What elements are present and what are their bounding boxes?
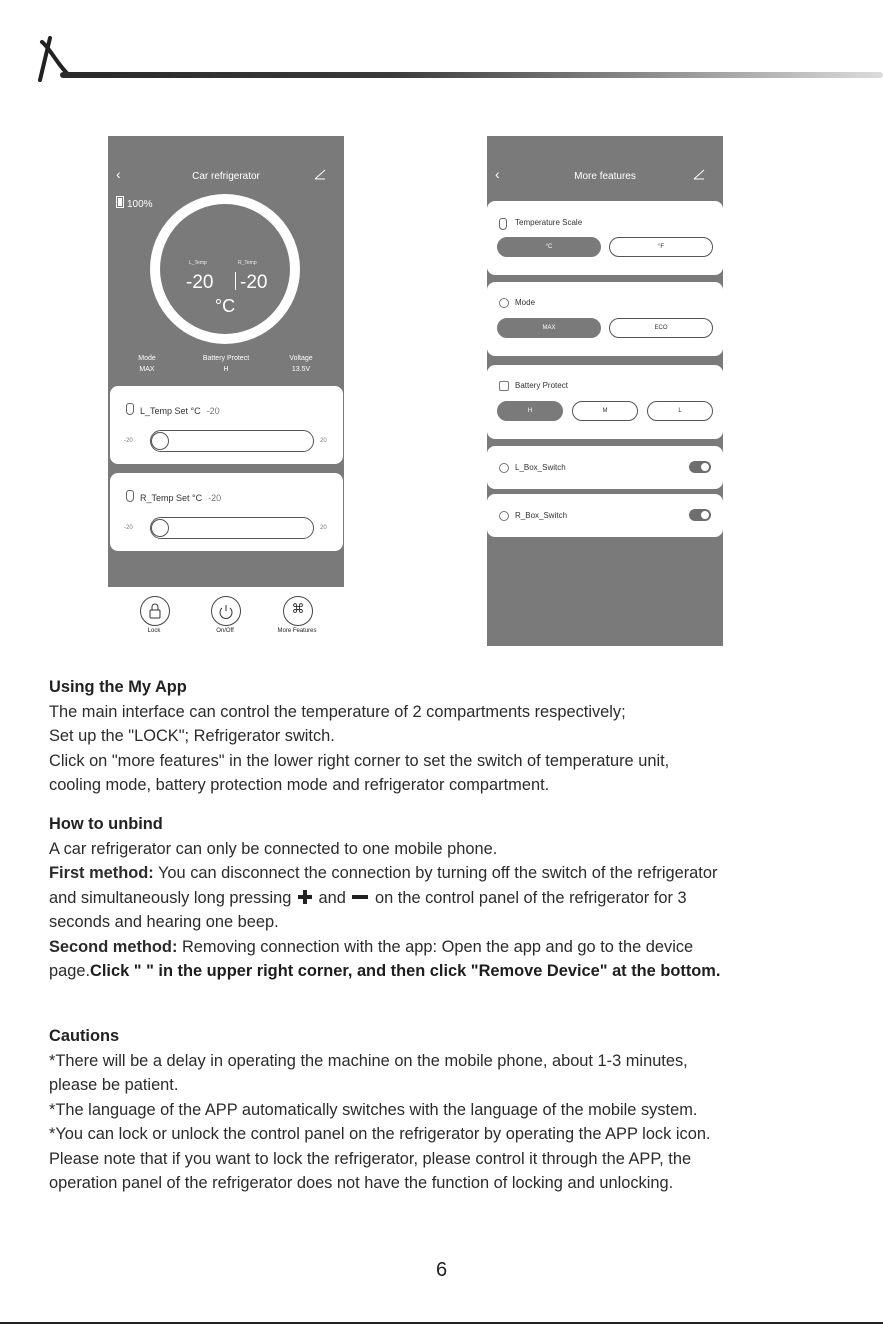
r-box-switch-label: R_Box_Switch (515, 511, 568, 520)
r-temp-card (110, 473, 343, 551)
minus-icon (352, 890, 368, 904)
power-label: On/Off (216, 628, 234, 634)
plus-icon (298, 890, 312, 904)
r-slider-knob[interactable] (151, 519, 169, 537)
battery-protect-card (487, 365, 723, 439)
more-features-screen (487, 136, 723, 646)
battery-text: 100% (127, 199, 153, 210)
lock-button[interactable] (140, 596, 170, 626)
battery-l-option[interactable]: L (647, 401, 713, 421)
command-icon: ⌘ (291, 601, 305, 616)
unbind-heading: How to unbind (49, 815, 163, 833)
using-line: Click on "more features" in the lower right corner to set the switch of temperature unit, (49, 751, 670, 770)
r-temp-value: -20 (240, 272, 268, 293)
using-line: cooling mode, battery protection mode and refrigerator compartment. (49, 776, 550, 794)
stat-voltage: Voltage 13.5V (289, 355, 313, 373)
r-box-switch-card (487, 494, 723, 537)
more-features-label: More Features (277, 628, 317, 634)
cautions-heading: Cautions (49, 1027, 120, 1045)
r-temp-set-label: R_Temp Set °C -20 (126, 490, 221, 503)
thermometer-icon (499, 218, 507, 230)
using-heading: Using the My App (49, 678, 187, 696)
main-screen (108, 136, 344, 587)
back-icon[interactable]: ‹ (116, 166, 121, 182)
r-temp-label: R_Temp (238, 260, 257, 266)
back-icon[interactable]: ‹ (495, 166, 500, 182)
using-line: The main interface can control the temperature of 2 compartments respectively; (49, 702, 626, 721)
gear-icon (499, 511, 509, 521)
edit-icon[interactable] (314, 168, 326, 180)
battery-icon (116, 196, 124, 208)
first-method-line-2 (49, 886, 859, 911)
caution-line: *You can lock or unlock the control panel on the refrigerator by operating the APP lock icon. (49, 1125, 711, 1143)
l-slider-knob[interactable] (151, 432, 169, 450)
battery-m-option[interactable]: M (572, 401, 638, 421)
more-features-button[interactable] (283, 596, 313, 626)
l-box-toggle[interactable] (689, 461, 711, 473)
lock-icon (141, 597, 169, 625)
first-method-and: and (318, 888, 346, 907)
fahrenheit-option[interactable]: °F (609, 237, 713, 257)
battery-protect-icon (499, 381, 509, 391)
second-method-line-1 (49, 935, 859, 960)
caution-line: operation panel of the refrigerator does not have the function of locking and unlocking. (49, 1174, 674, 1192)
gear-icon (499, 463, 509, 473)
mode-icon (499, 298, 509, 308)
using-line: Set up the "LOCK"; Refrigerator switch. (49, 727, 335, 745)
header-rule (60, 72, 883, 78)
lock-label: Lock (147, 628, 161, 634)
l-slider-min: -20 (124, 438, 133, 444)
caution-line: Please note that if you want to lock the refrigerator, please control it through the APP, the (49, 1149, 692, 1168)
temperature-scale-card (487, 201, 723, 275)
unbind-line: A car refrigerator can only be connected to one mobile phone. (49, 839, 498, 858)
r-slider-max: 20 (320, 525, 327, 531)
l-temp-set-label: L_Temp Set °C -20 (126, 403, 220, 416)
second-method-line-2 (49, 959, 859, 984)
mode-card (487, 282, 723, 356)
first-method-line-3: seconds and hearing one beep. (49, 913, 279, 931)
screen-title: More features (574, 171, 636, 182)
temperature-gauge (150, 194, 300, 344)
r-temp-slider[interactable] (150, 517, 314, 539)
second-method-label: Second method: (49, 937, 178, 956)
cautions-section (49, 1024, 859, 1196)
mode-label: Mode (515, 298, 536, 307)
eco-option[interactable]: ECO (609, 318, 713, 338)
caution-line: *There will be a delay in operating the machine on the mobile phone, about 1-3 minutes, (49, 1051, 688, 1070)
l-temp-value: -20 (186, 272, 214, 293)
edit-icon[interactable] (693, 168, 705, 180)
first-method-text: on the control panel of the refrigerator for 3 (374, 888, 687, 907)
thermometer-icon (126, 490, 134, 502)
first-method-text: and simultaneously long pressing (49, 888, 292, 907)
l-box-switch-label: L_Box_Switch (515, 463, 566, 472)
l-temp-slider[interactable] (150, 430, 314, 452)
second-method-text: Removing connection with the app: Open the app and go to the device (177, 937, 694, 956)
power-button[interactable] (211, 596, 241, 626)
page-number: 6 (435, 1259, 448, 1281)
battery-protect-label: Battery Protect (515, 381, 568, 390)
l-temp-label: L_Temp (189, 260, 207, 266)
stat-battery-protect: Battery Protect H (202, 355, 250, 373)
first-method-line-1 (49, 861, 859, 886)
l-box-switch-card (487, 446, 723, 489)
battery-level (116, 196, 153, 210)
first-method-label: First method: (49, 864, 154, 882)
temperature-scale-label: Temperature Scale (515, 218, 583, 227)
r-slider-min: -20 (124, 525, 133, 531)
caution-line: *The language of the APP automatically switches with the language of the mobile system. (49, 1100, 698, 1119)
battery-h-option[interactable]: H (497, 401, 563, 421)
screen-title: Car refrigerator (192, 171, 260, 182)
caution-line: please be patient. (49, 1076, 179, 1094)
celsius-option[interactable]: °C (497, 237, 601, 257)
r-box-toggle[interactable] (689, 509, 711, 521)
unbind-section (49, 812, 859, 984)
gauge-divider (235, 272, 236, 290)
second-method-instruction: Click " " in the upper right corner, and then click "Remove Device" at the bottom. (90, 962, 721, 980)
power-icon (212, 597, 240, 625)
l-temp-card (110, 386, 343, 464)
max-option[interactable]: MAX (497, 318, 601, 338)
l-slider-max: 20 (320, 438, 327, 444)
second-method-text: page. (49, 962, 91, 980)
temp-unit: °C (214, 296, 236, 316)
first-method-text: You can disconnect the connection by turning off the switch of the refrigerator (153, 864, 718, 882)
using-section (49, 675, 859, 798)
stat-mode: Mode MAX (138, 355, 156, 373)
thermometer-icon (126, 403, 134, 415)
